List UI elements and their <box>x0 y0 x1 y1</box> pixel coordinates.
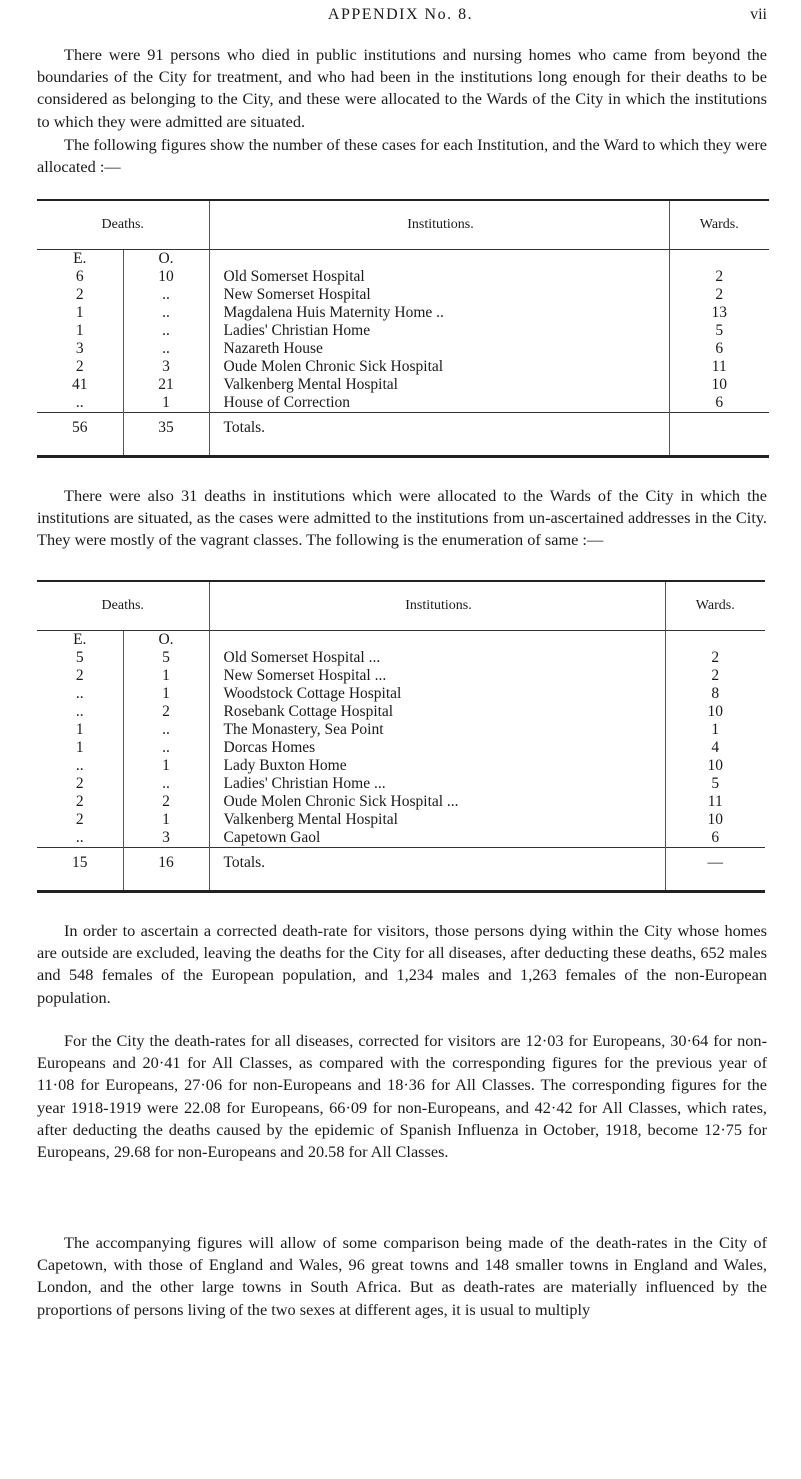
cell-o: 1 <box>123 685 209 703</box>
cell-o: .. <box>123 340 209 358</box>
cell-e: 2 <box>37 358 123 376</box>
cell-ward: 6 <box>715 394 724 411</box>
cell-e: 6 <box>37 268 123 286</box>
page-header <box>0 4 801 30</box>
subheader-e: E. <box>37 631 123 650</box>
table-row <box>37 649 765 667</box>
table-row <box>37 394 769 413</box>
paragraph-4: In order to ascertain a corrected death-rate for visitors, those persons dying within the City whose homes are outside are excluded, leaving the deaths for the City for all diseases, after deducting these deaths, 652 males and 548 females of the European population, and 1,234 males and 1,263 females of the non-European population. <box>37 921 767 1007</box>
cell-e: 2 <box>37 811 123 829</box>
cell-o: 10 <box>123 268 209 286</box>
cell-e: 1 <box>37 739 123 757</box>
table-row <box>37 376 769 394</box>
table-institutions-visitors <box>37 199 769 458</box>
cell-institution: Oude Molen Chronic Sick Hospital ... <box>209 793 665 811</box>
cell-e: 1 <box>37 322 123 340</box>
cell-o: .. <box>123 775 209 793</box>
totals-label: Totals. <box>209 413 669 457</box>
cell-institution: Dorcas Homes <box>209 739 665 757</box>
table-institutions-unascertained <box>37 580 765 893</box>
cell-ward: 10 <box>707 703 723 720</box>
cell-institution: Lady Buxton Home <box>209 757 665 775</box>
cell-institution: Old Somerset Hospital ... <box>209 649 665 667</box>
cell-e: 2 <box>37 793 123 811</box>
header-wards: Wards. <box>669 200 769 250</box>
table-row <box>37 721 765 739</box>
table-row <box>37 304 769 322</box>
cell-o: .. <box>123 739 209 757</box>
subheader-e: E. <box>37 250 123 269</box>
cell-ward: 2 <box>715 286 724 303</box>
cell-ward: 10 <box>711 376 727 393</box>
cell-o: 2 <box>123 703 209 721</box>
cell-e: 1 <box>37 721 123 739</box>
table-row <box>37 811 765 829</box>
table-row <box>37 340 769 358</box>
cell-o: .. <box>123 304 209 322</box>
cell-o: .. <box>123 286 209 304</box>
cell-ward: 6 <box>711 829 720 846</box>
cell-o: .. <box>123 322 209 340</box>
table-row <box>37 775 765 793</box>
table-row <box>37 685 765 703</box>
cell-ward: 2 <box>711 649 720 666</box>
header-institutions: Institutions. <box>209 581 665 631</box>
table-row <box>37 667 765 685</box>
cell-institution: New Somerset Hospital <box>209 286 669 304</box>
total-o: 35 <box>123 413 209 457</box>
cell-o: 1 <box>123 757 209 775</box>
cell-institution: Nazareth House <box>209 340 669 358</box>
table-row <box>37 793 765 811</box>
paragraph-1: There were 91 persons who died in public institutions and nursing homes who came from beyond the boundaries of the City for treatment, and who had been in the institutions long enough for their deaths to be considered as belonging to the City, and these were allocated to the Wards of the City in which the institutions to which they were admitted are situated. <box>37 45 767 131</box>
total-e: 56 <box>37 413 123 457</box>
cell-e: 2 <box>37 286 123 304</box>
table-row <box>37 358 769 376</box>
cell-ward: 10 <box>707 757 723 774</box>
cell-e: .. <box>37 685 123 703</box>
cell-o: 1 <box>123 811 209 829</box>
cell-institution: Valkenberg Mental Hospital <box>209 811 665 829</box>
cell-e: 2 <box>37 667 123 685</box>
cell-o: 5 <box>123 649 209 667</box>
paragraph-6: The accompanying figures will allow of some comparison being made of the death-rates in the City of Capetown, with those of England and Wales, 96 great towns and 148 smaller towns in England and Wales, London, and the other large towns in South Africa. But as death-rates are materially influenced by the proportions of persons living of the two sexes at different ages, it is usual to multiply <box>37 1233 767 1319</box>
total-ward <box>669 413 769 457</box>
cell-institution: Ladies' Christian Home ... <box>209 775 665 793</box>
cell-institution: House of Correction <box>209 394 669 413</box>
cell-ward: 4 <box>711 739 720 756</box>
cell-e: .. <box>37 829 123 848</box>
cell-institution: Old Somerset Hospital <box>209 268 669 286</box>
header-wards: Wards. <box>665 581 765 631</box>
cell-institution: Magdalena Huis Maternity Home .. <box>209 304 669 322</box>
cell-institution: Capetown Gaol <box>209 829 665 848</box>
cell-e: .. <box>37 703 123 721</box>
cell-o: 21 <box>123 376 209 394</box>
cell-ward: 5 <box>711 775 720 792</box>
table-row <box>37 829 765 848</box>
subheader-o: O. <box>123 631 209 650</box>
table-row <box>37 739 765 757</box>
table-row <box>37 757 765 775</box>
totals-row <box>37 413 769 457</box>
total-e: 15 <box>37 848 123 892</box>
cell-ward: 2 <box>715 268 724 285</box>
cell-institution: Rosebank Cottage Hospital <box>209 703 665 721</box>
table-row <box>37 268 769 286</box>
table-row <box>37 286 769 304</box>
cell-ward: 1 <box>711 721 720 738</box>
totals-row <box>37 848 765 892</box>
appendix-title: APPENDIX No. 8. <box>327 6 474 23</box>
cell-e: 3 <box>37 340 123 358</box>
cell-e: 1 <box>37 304 123 322</box>
header-deaths: Deaths. <box>37 581 209 631</box>
cell-ward: 11 <box>707 793 723 810</box>
subheader-o: O. <box>123 250 209 269</box>
cell-e: 2 <box>37 775 123 793</box>
cell-e: 41 <box>37 376 123 394</box>
paragraph-5: For the City the death-rates for all diseases, corrected for visitors are 12·03 for Europeans, 30·64 for non-Europeans and 20·41 for All Classes, as compared with the corresponding figures for the previous year of 11·08 for Europeans, 27·06 for non-Europeans and 18·36 for All Classes. The corresponding figures for the year 1918-1919 were 22.08 for Europeans, 66·09 for non-Europeans, and 42·42 for All Classes, which rates, after deducting the deaths caused by the epidemic of Spanish Influenza in October, 1918, become 12·75 for Europeans, 29.68 for non-Europeans and 20.58 for All Classes. <box>37 1031 767 1162</box>
table-row <box>37 322 769 340</box>
cell-institution: The Monastery, Sea Point <box>209 721 665 739</box>
cell-ward: 10 <box>707 811 723 828</box>
cell-o: .. <box>123 721 209 739</box>
header-deaths: Deaths. <box>37 200 209 250</box>
cell-institution: Valkenberg Mental Hospital <box>209 376 669 394</box>
paragraph-2: The following figures show the number of these cases for each Institution, and the Ward to which they were allocated :— <box>37 135 767 177</box>
cell-o: 1 <box>123 394 209 413</box>
cell-e: .. <box>37 394 123 413</box>
page-number: vii <box>750 6 767 23</box>
cell-ward: 8 <box>711 685 720 702</box>
cell-ward: 11 <box>711 358 727 375</box>
cell-ward: 13 <box>711 304 727 321</box>
cell-o: 2 <box>123 793 209 811</box>
cell-o: 3 <box>123 829 209 848</box>
cell-o: 3 <box>123 358 209 376</box>
totals-label: Totals. <box>209 848 665 892</box>
paragraph-3: There were also 31 deaths in institutions which were allocated to the Wards of the City in which the institutions are situated, as the cases were admitted to the institutions from un-ascertained addresses in the City. They were mostly of the vagrant classes. The following is the enumeration of same :— <box>37 486 767 550</box>
cell-o: 1 <box>123 667 209 685</box>
cell-institution: Woodstock Cottage Hospital <box>209 685 665 703</box>
cell-ward: 6 <box>715 340 724 357</box>
cell-institution: Ladies' Christian Home <box>209 322 669 340</box>
cell-institution: New Somerset Hospital ... <box>209 667 665 685</box>
total-ward: — <box>665 848 765 892</box>
table-row <box>37 703 765 721</box>
cell-e: .. <box>37 757 123 775</box>
cell-institution: Oude Molen Chronic Sick Hospital <box>209 358 669 376</box>
cell-ward: 5 <box>715 322 724 339</box>
header-institutions: Institutions. <box>209 200 669 250</box>
cell-ward: 2 <box>711 667 720 684</box>
cell-e: 5 <box>37 649 123 667</box>
total-o: 16 <box>123 848 209 892</box>
